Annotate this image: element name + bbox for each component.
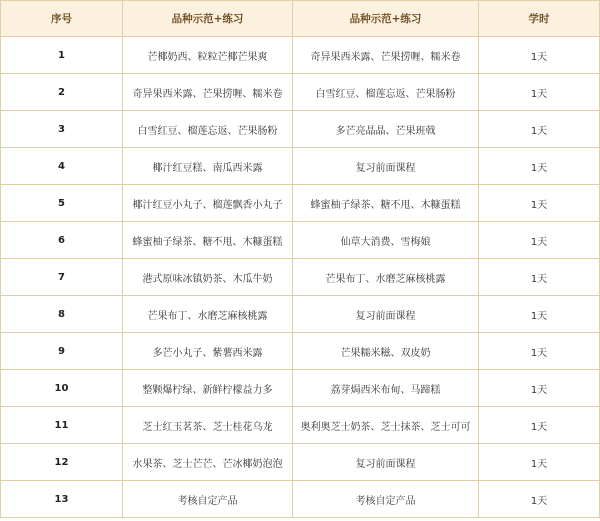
row-index: 8 [1,296,123,333]
row-practice-a: 芒果布丁、水磨芝麻核桃露 [123,296,293,333]
table-row [1,222,600,259]
row-index: 6 [1,222,123,259]
row-practice-b: 白雪红豆、榴莲忘返、芒果肠粉 [293,74,479,111]
row-practice-a: 多芒小丸子、紫薯西米露 [123,333,293,370]
row-index: 3 [1,111,123,148]
row-practice-b: 复习前面课程 [293,148,479,185]
table-header [1,1,600,37]
row-practice-b: 荔芽焗西米布甸、马蹄糕 [293,370,479,407]
table-row [1,185,600,222]
row-practice-b: 奥利奥芝士奶茶、芝士抹茶、芝士可可 [293,407,479,444]
table-row [1,74,600,111]
row-practice-a: 芒椰奶西、粒粒芒椰芒果爽 [123,37,293,74]
row-index: 10 [1,370,123,407]
row-hours: 1天 [479,481,600,518]
row-practice-b: 复习前面课程 [293,296,479,333]
header-practice-a: 品种示范+练习 [123,1,293,37]
row-hours: 1天 [479,148,600,185]
header-row [1,1,600,37]
row-practice-a: 白雪红豆、榴莲忘返、芒果肠粉 [123,111,293,148]
row-practice-a: 蜂蜜柚子绿茶、糖不甩、木糠蛋糕 [123,222,293,259]
row-index: 7 [1,259,123,296]
row-index: 11 [1,407,123,444]
row-practice-b: 考核自定产品 [293,481,479,518]
row-index: 1 [1,37,123,74]
row-hours: 1天 [479,296,600,333]
table-row [1,296,600,333]
table-row [1,481,600,518]
table-row [1,333,600,370]
row-practice-b: 芒果布丁、水磨芝麻核桃露 [293,259,479,296]
row-hours: 1天 [479,74,600,111]
header-hours: 学时 [479,1,600,37]
table-row [1,111,600,148]
table-row [1,444,600,481]
row-practice-a: 港式原味冰镇奶茶、木瓜牛奶 [123,259,293,296]
row-practice-b: 仙草大消费、雪梅娘 [293,222,479,259]
row-hours: 1天 [479,259,600,296]
table-row [1,370,600,407]
row-index: 2 [1,74,123,111]
header-practice-b: 品种示范+练习 [293,1,479,37]
row-practice-a: 奇异果西米露、芒果捞喱、糯米卷 [123,74,293,111]
row-practice-a: 椰汁红豆糕、南瓜西米露 [123,148,293,185]
row-practice-a: 整颗爆柠绿、新鲜柠檬益力多 [123,370,293,407]
row-practice-b: 复习前面课程 [293,444,479,481]
row-hours: 1天 [479,185,600,222]
row-practice-a: 水果茶、芝士芒芒、芒冰椰奶泡泡 [123,444,293,481]
row-hours: 1天 [479,370,600,407]
row-practice-b: 奇异果西米露、芒果捞喱、糯米卷 [293,37,479,74]
row-practice-a: 椰汁红豆小丸子、榴莲飘香小丸子 [123,185,293,222]
header-index: 序号 [1,1,123,37]
row-index: 5 [1,185,123,222]
row-practice-a: 芝士红玉茗茶、芝士桂花乌龙 [123,407,293,444]
row-index: 9 [1,333,123,370]
table-row [1,148,600,185]
row-hours: 1天 [479,444,600,481]
table-body [1,37,600,518]
row-hours: 1天 [479,333,600,370]
row-index: 13 [1,481,123,518]
row-index: 4 [1,148,123,185]
table-row [1,407,600,444]
row-hours: 1天 [479,222,600,259]
table-row [1,37,600,74]
row-hours: 1天 [479,37,600,74]
row-practice-b: 芒果糯米糍、双皮奶 [293,333,479,370]
row-practice-b: 多芒亮晶晶、芒果班戟 [293,111,479,148]
row-practice-a: 考核自定产品 [123,481,293,518]
row-practice-b: 蜂蜜柚子绿茶、糖不甩、木糠蛋糕 [293,185,479,222]
row-hours: 1天 [479,407,600,444]
table-row [1,259,600,296]
row-index: 12 [1,444,123,481]
row-hours: 1天 [479,111,600,148]
